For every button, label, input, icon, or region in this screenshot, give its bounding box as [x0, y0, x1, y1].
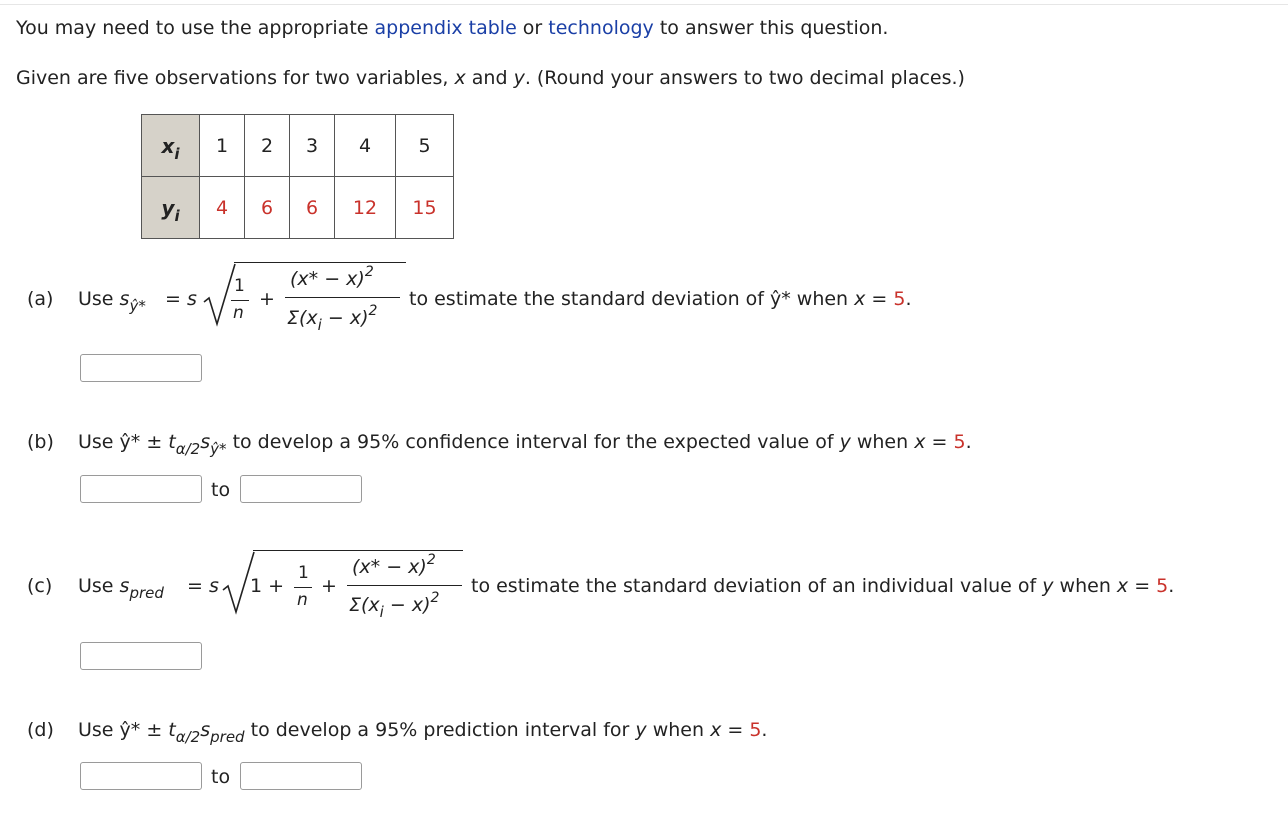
- part-d-use: Use ŷ* ±: [78, 719, 169, 741]
- part-d-xeq: x =: [710, 719, 750, 741]
- part-a-eq-text: = s: [165, 288, 197, 310]
- part-c-frac2-den-sub: i: [379, 603, 384, 621]
- part-d-label-text: (d): [27, 719, 54, 741]
- intro-mid: or: [516, 17, 549, 39]
- intro-prefix: You may need to use the appropriate: [16, 17, 375, 39]
- part-c-frac2-den-sup: 2: [430, 590, 440, 606]
- part-c-tail-text: to estimate the standard deviation of an individual value of: [471, 575, 1043, 597]
- part-c-s: s: [119, 575, 130, 597]
- part-c-frac2-num-text: (x* − x): [352, 556, 427, 578]
- part-a-frac2-den: [287, 303, 378, 334]
- part-c-eq: [187, 575, 219, 597]
- part-c-when: when: [1053, 575, 1117, 597]
- part-b-use: Use ŷ* ±: [78, 431, 169, 453]
- part-a-s-sub: ŷ*: [129, 297, 146, 315]
- y-header: y: [161, 195, 175, 220]
- part-d-y: y: [635, 719, 647, 741]
- part-b-tail: to develop a 95% confidence interval for the expected value of: [226, 431, 840, 453]
- part-b-text: [78, 431, 972, 458]
- part-c-frac2-bar: [347, 585, 462, 586]
- part-c-frac2-den: [349, 590, 440, 621]
- part-b-s-sub: ŷ*: [210, 440, 227, 458]
- part-a-xeq: x =: [854, 288, 894, 310]
- given-rest: . (Round your answers to two decimal places.): [524, 67, 965, 89]
- part-b-label-text: (b): [27, 431, 54, 453]
- y-header-cell: [142, 177, 200, 239]
- given-prefix: Given are five observations for two variables,: [16, 67, 455, 89]
- part-a-frac1-num: 1: [234, 276, 245, 296]
- given-text: [16, 67, 965, 89]
- intro-suffix: to answer this question.: [653, 17, 889, 39]
- part-d-text: [78, 719, 768, 746]
- part-c-frac2-num: [352, 552, 436, 578]
- part-b-xeq: x =: [914, 431, 954, 453]
- part-b-label: [27, 431, 54, 453]
- part-a-frac2-num: [290, 264, 374, 290]
- part-d-lower-input[interactable]: [80, 762, 202, 790]
- part-b-t-sub: α/2: [175, 440, 201, 458]
- part-b-value: 5: [953, 431, 966, 453]
- table-row-y: [142, 177, 454, 239]
- part-c-frac1-den: n: [297, 590, 308, 610]
- part-a-label-text: (a): [27, 288, 54, 310]
- part-b-s: s: [200, 431, 211, 453]
- part-a-tail-text: to estimate the standard deviation of ŷ* when: [409, 288, 855, 310]
- technology-link[interactable]: technology: [548, 17, 654, 39]
- part-c-period: .: [1168, 575, 1175, 597]
- part-d-tail: to develop a 95% prediction interval for: [244, 719, 636, 741]
- table-row-x: [142, 115, 454, 177]
- part-a-frac2-bar: [285, 297, 400, 298]
- x-cell: 4: [335, 115, 396, 177]
- part-c-tail: [471, 575, 1174, 597]
- part-d-t-sub: α/2: [175, 728, 201, 746]
- part-c-s-sub: pred: [129, 584, 164, 602]
- part-d-s-sub: pred: [210, 728, 245, 746]
- y-cell: 15: [396, 177, 454, 239]
- part-c-radical-bar: [253, 550, 463, 551]
- part-c-y: y: [1042, 575, 1054, 597]
- part-a-frac2-num-text: (x* − x): [290, 268, 365, 290]
- given-x-var: x: [454, 67, 466, 89]
- x-cell: 1: [200, 115, 245, 177]
- part-a-lhs: [78, 288, 146, 315]
- part-d-label: [27, 719, 54, 741]
- part-b-t: t: [168, 431, 176, 453]
- part-d-period: .: [761, 719, 768, 741]
- part-b-upper-input[interactable]: [240, 475, 362, 503]
- part-c-answer-input[interactable]: [80, 642, 202, 670]
- part-a-frac2-den-sup: 2: [368, 303, 378, 319]
- part-a-s: s: [119, 288, 130, 310]
- part-c-frac2-den-text: Σ(x: [349, 594, 380, 616]
- part-a-period: .: [905, 288, 912, 310]
- part-b-to: to: [211, 479, 231, 501]
- part-c-label: [27, 575, 52, 597]
- part-a-value: 5: [893, 288, 906, 310]
- x-cell: 3: [290, 115, 335, 177]
- x-header-cell: [142, 115, 200, 177]
- part-a-radical-bar: [234, 262, 406, 263]
- part-a-frac1-den: n: [233, 303, 244, 323]
- part-c-frac1-num: 1: [298, 563, 309, 583]
- x-header: x: [161, 133, 175, 158]
- part-b-lower-input[interactable]: [80, 475, 202, 503]
- part-a-frac2-den-tail: − x): [321, 307, 369, 329]
- part-c-frac2-den-tail: − x): [383, 594, 431, 616]
- x-cell: 5: [396, 115, 454, 177]
- part-a-eq: [165, 288, 197, 310]
- given-y-var: y: [513, 67, 525, 89]
- part-a-tail: [409, 288, 912, 310]
- part-a-label: [27, 288, 53, 310]
- part-b-period: .: [965, 431, 972, 453]
- top-divider: [0, 4, 1288, 5]
- y-cell: 4: [200, 177, 245, 239]
- part-a-frac2-den-sub: i: [317, 316, 322, 334]
- part-d-to: to: [211, 766, 231, 788]
- part-b-y: y: [839, 431, 851, 453]
- part-d-s: s: [200, 719, 211, 741]
- part-c-xeq: x =: [1116, 575, 1157, 597]
- part-a-answer-input[interactable]: [80, 354, 202, 382]
- part-c-use: Use: [78, 575, 120, 597]
- part-c-frac2-num-sup: 2: [426, 552, 436, 568]
- part-c-lhs: [78, 575, 164, 602]
- part-a-frac1-bar: [231, 300, 249, 301]
- y-cell: 12: [335, 177, 396, 239]
- given-and: and: [465, 67, 514, 89]
- appendix-table-link[interactable]: appendix table: [374, 17, 517, 39]
- part-a-frac2-num-sup: 2: [364, 264, 374, 280]
- part-c-one-plus: 1 +: [250, 575, 285, 597]
- part-d-when: when: [646, 719, 711, 741]
- part-d-t: t: [168, 719, 176, 741]
- part-a-frac2-den-text: Σ(x: [287, 307, 318, 329]
- part-d-upper-input[interactable]: [240, 762, 362, 790]
- intro-text: [16, 17, 888, 39]
- part-a-plus: +: [259, 288, 275, 310]
- part-c-eq-text: = s: [187, 575, 219, 597]
- part-c-frac1-bar: [294, 587, 312, 588]
- part-c-value: 5: [1156, 575, 1169, 597]
- y-cell: 6: [290, 177, 335, 239]
- part-c-plus: +: [321, 575, 337, 597]
- part-c-label-text: (c): [27, 575, 53, 597]
- y-cell: 6: [245, 177, 290, 239]
- part-d-value: 5: [749, 719, 762, 741]
- x-cell: 2: [245, 115, 290, 177]
- y-header-sub: i: [174, 206, 180, 225]
- observations-table: [141, 114, 454, 239]
- part-a-use: Use: [78, 288, 120, 310]
- x-header-sub: i: [174, 144, 180, 163]
- part-b-when: when: [850, 431, 915, 453]
